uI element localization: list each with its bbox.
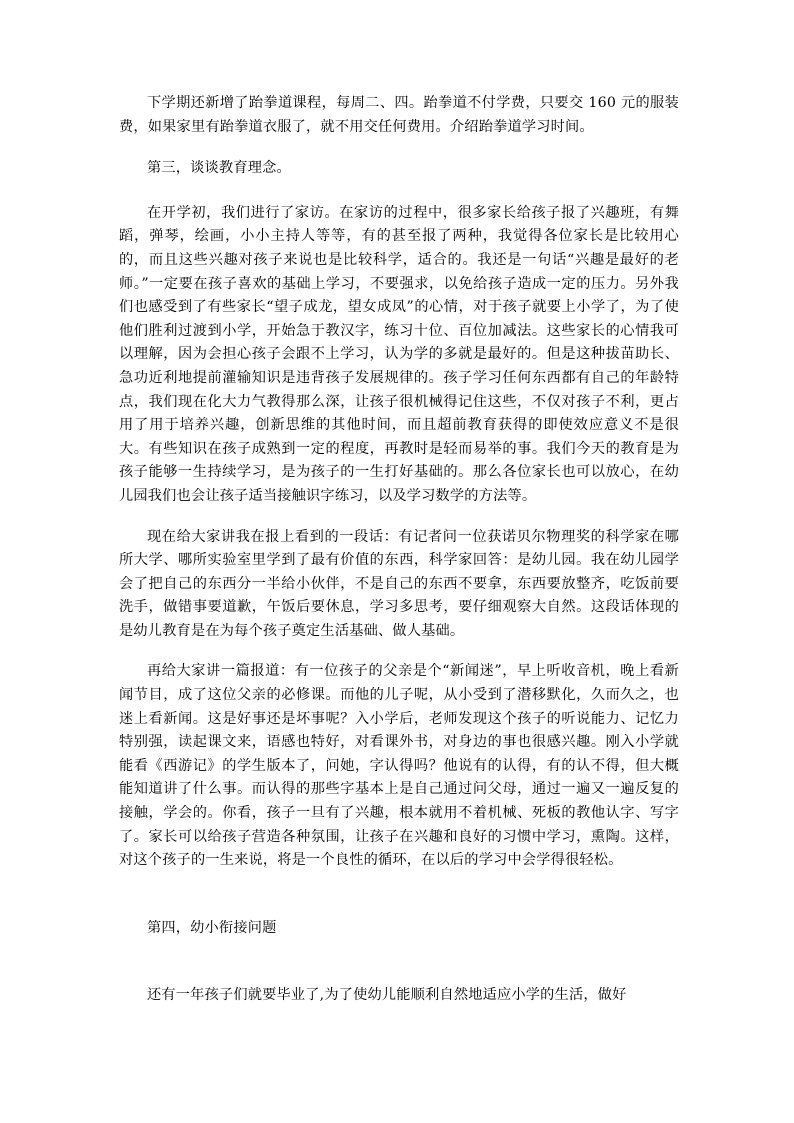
- paragraph-graduation: 还有一年孩子们就要毕业了,为了使幼儿能顺利自然地适应小学的生活，做好: [147, 987, 627, 1004]
- section-heading-education-philosophy: 第三，谈谈教育理念。: [147, 160, 291, 177]
- paragraph-nobel-scientist: 现在给大家讲我在报上看到的一段话：有记者问一位获诺贝尔物理奖的科学家在哪所大学、哪所实验室里学到了最有价值的东西，科学家回答：是幼儿园。我在幼儿园学会了把自己的东西分一半给小伙伴，不是自己的东西不要拿，东西要放整齐，吃饭前要洗手，做错事要道歉，午饭后要休息，学习多思考，要仔细观察大自然。这段话体现的是幼儿教育是在为每个孩子奠定生活基础、做人基础。: [119, 528, 679, 639]
- paragraph-taekwondo-course: 下学期还新增了跆拳道课程，每周二、四。跆拳道不付学费，只要交 160 元的服装费，如果家里有跆拳道衣服了，就不用交任何费用。介绍跆拳道学习时间。: [119, 95, 679, 135]
- paragraph-home-visit: 在开学初，我们进行了家访。在家访的过程中，很多家长给孩子报了兴趣班，有舞蹈，弹琴，绘画，小小主持人等等，有的甚至报了两种，我觉得各位家长是比较用心的，而且这些兴趣对孩子来说也是比较科学，适合的。我还是一句话“兴趣是最好的老师。”一定要在孩子喜欢的基础上学习，不要强求，以免给孩子造成一定的压力。另外我们也感受到了有些家长“望子成龙，望女成凤”的心情，对于孩子就要上小学了，为了使他们胜利过渡到小学，开始急于教汉字，练习十位、百位加减法。这些家长的心情我可以理解，因为会担心孩子会跟不上学习，认为学的多就是最好的。但是这种拔苗助长、急功近利地提前灌输知识是违背孩子发展规律的。孩子学习任何东西都有自己的年龄特点，我们现在化大力气教得那么深，让孩子很机械得记住这些，不仅对孩子不利，更占用了用于培养兴趣，创新思维的其他时间，而且超前教育获得的即使效应意义不是很大。有些知识在孩子成熟到一定的程度，再教时是轻而易举的事。我们今天的教育是为孩子能够一生持续学习，是为孩子的一生打好基础的。那么各位家长也可以放心，在幼儿园我们也会让孩子适当接触识字练习，以及学习数学的方法等。: [119, 204, 679, 504]
- section-heading-kindergarten-transition: 第四，幼小衔接问题: [147, 919, 277, 936]
- paragraph-news-fan-father: 再给大家讲一篇报道：有一位孩子的父亲是个“新闻迷”，早上听收音机，晚上看新闻节目，成了这位父亲的必修课。而他的儿子呢，从小受到了潜移默化，久而久之，也迷上看新闻。这是好事还是坏事呢？入小学后，老师发现这个孩子的听说能力、记忆力特别强，读起课文来，语感也特好，对看课外书，对身边的事也很感兴趣。刚入小学就能看《西游记》的学生版本了，问她，字认得吗？他说有的认得，有的认不得，但大概能知道讲了什么事。而认得的那些字基本上是自己通过问父母，通过一遍又一遍反复的接触，学会的。你看，孩子一旦有了兴趣，根本就用不着机械、死板的教他认字、写字了。家长可以给孩子营造各种氛围，让孩子在兴趣和良好的习惯中学习，熏陶。这样，对这个孩子的一生来说，将是一个良性的循环，在以后的学习中会学得很轻松。: [119, 663, 679, 869]
- document-page: [119, 90, 679, 1008]
